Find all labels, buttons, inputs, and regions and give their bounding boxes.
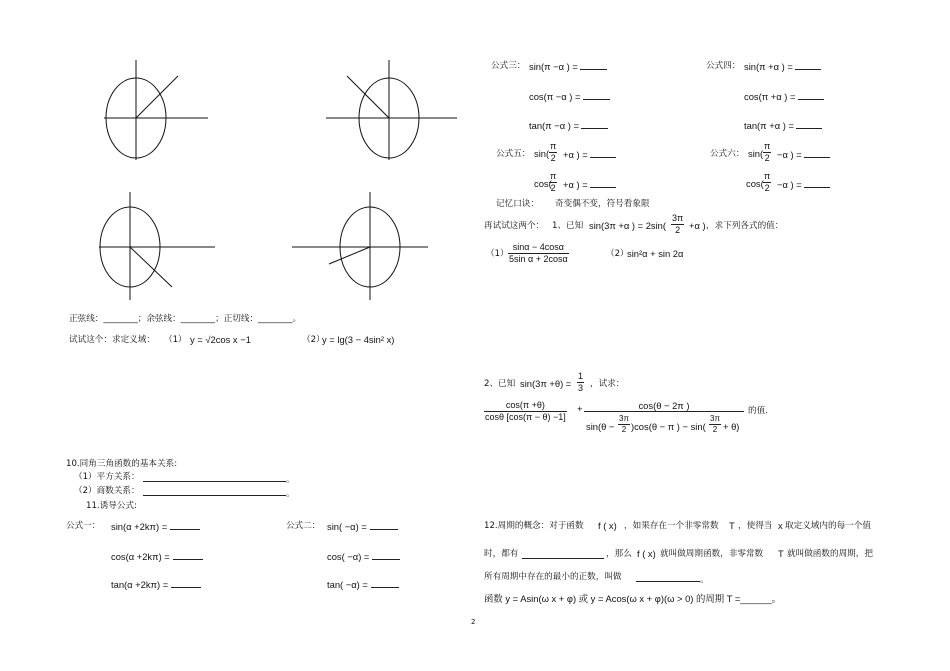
domain-q1-number: （1） (164, 335, 187, 345)
formula-2-tan-blank (371, 578, 399, 588)
formula-2-label: 公式二： (286, 521, 321, 531)
square-relation-label: （1）平方关系： (74, 472, 140, 482)
section-12-fx: f ( x) (598, 520, 617, 531)
formula-5-cos-rest: +α ) = (563, 179, 588, 190)
formula-6-sin-fn: sin( (748, 148, 764, 159)
exercise-2-ask: ，试求： (590, 379, 625, 389)
formula-6-sin-fraction (763, 141, 771, 164)
fraction-numerator: cos(π +θ) (484, 400, 567, 412)
formula-3-tan-blank (581, 119, 608, 129)
fraction-denominator: 2 (621, 425, 627, 434)
formula-1-sin-blank (170, 520, 200, 530)
section-12-equation-blank (522, 549, 604, 559)
fraction-numerator: 1 (578, 371, 584, 381)
fraction-numerator: sinα − 4cosα (508, 242, 569, 254)
formula-5-sin-rest: +α ) = (563, 149, 588, 160)
formula-4-cos-blank (798, 90, 824, 100)
fraction-denominator: 5sin α + 2cosα (509, 254, 568, 264)
formula-5-sin-fn: sin( (534, 148, 550, 159)
formula-6-cos-rest: −α ) = (777, 179, 802, 190)
fraction-denominator: 2 (764, 183, 770, 193)
exercise-1-q2-number: （2） (606, 249, 629, 259)
formula-6-sin-rest: −α ) = (777, 149, 802, 160)
exercise-1-q2-expression: sin²α + sin 2α (627, 248, 684, 259)
formula-1-label: 公式一： (66, 521, 101, 531)
fraction-denominator: 2 (550, 183, 556, 193)
section-12-line-1a: 12.周期的概念：对于函数 (484, 521, 584, 531)
section-12-line-1d: 取定义域内的每一个值 (785, 521, 871, 531)
exercise-1-given: 1、已知 (552, 221, 584, 231)
exercise-2-term-2-denominator-a: sin(θ − (586, 421, 615, 432)
formula-5-cos-fn: cos( (534, 178, 552, 189)
formula-2-sin-blank (370, 520, 398, 530)
fraction-numerator: π (550, 141, 557, 151)
mnemonic-label: 记忆口诀： (496, 199, 539, 209)
section-12-x: x (778, 520, 783, 531)
formula-3-cos-blank (583, 90, 610, 100)
formula-1-tan: tan(α +2kπ) = (111, 579, 169, 590)
section-12-min-period-blank (636, 572, 700, 582)
fraction-denominator: 2 (550, 153, 556, 163)
plus-sign: + (577, 403, 583, 414)
section-12-line-1c: ，使得当 (738, 521, 773, 531)
exercise-1-q1-fraction (508, 242, 569, 265)
fraction-numerator: 3π (619, 414, 629, 423)
exercise-2-term-2-denominator-b: )cos(θ − π ) − sin( (631, 421, 706, 432)
formula-4-tan: tan(π +α ) = (744, 120, 794, 131)
exercise-2-tail: 的值. (748, 406, 768, 416)
domain-q2-expression: y = lg(3 − 4sin² x) (322, 334, 395, 345)
trig-lines-question: 正弦线：________；余弦线：________；正切线：________。 (69, 314, 302, 324)
exercise-1-ask: ，求下列各式的值： (706, 221, 784, 231)
formula-2-cos: cos( −α) = (327, 551, 370, 562)
unit-circle-diagram-q1 (104, 60, 214, 165)
quotient-relation-label: （2）商数关系： (74, 486, 140, 496)
formula-3-sin-blank (580, 60, 607, 70)
formula-2-cos-blank (372, 550, 400, 560)
formula-4-sin: sin(π +α ) = (744, 61, 793, 72)
formula-5-sin-fraction (549, 141, 557, 164)
section-12-line-4: 函数 y = Asin(ω x + φ) 或 y = Acos(ω x + φ)(ω > 0) 的周期 T =______。 (484, 593, 782, 604)
formula-2-tan: tan( −α) = (327, 579, 368, 590)
formula-4-cos: cos(π +α ) = (744, 91, 796, 102)
section-12-T: T (729, 520, 735, 531)
formula-5-sin-blank (590, 148, 616, 158)
fraction-numerator: 3π (672, 213, 684, 223)
exercise-2-equation: sin(3π +θ) = (520, 378, 572, 389)
formula-6-sin-blank (804, 148, 830, 158)
section-12-line-2a: 时，都有 (484, 549, 519, 559)
fraction-denominator: 2 (675, 225, 681, 235)
exercise-1-q1-number: （1） (486, 249, 509, 259)
domain-q2-number: （2） (302, 335, 325, 345)
section-12-fx-2: f ( x) (637, 548, 656, 559)
exercise-2-fraction (577, 371, 584, 394)
fraction-numerator: 3π (710, 414, 720, 423)
fraction-numerator: π (764, 141, 771, 151)
formula-6-cos-blank (804, 178, 830, 188)
quotient-relation-blank (143, 486, 286, 496)
section-12-line-2c: 就叫做周期函数，非零常数 (660, 549, 764, 559)
exercise-1-equation-end: +α ) (689, 220, 706, 231)
fraction-numerator: π (764, 171, 771, 181)
formula-5-cos-blank (590, 178, 616, 188)
exercise-1-equation: sin(3π +α ) = 2sin( (589, 220, 667, 231)
square-relation-period: 。 (286, 475, 295, 485)
unit-circle-diagram-q4 (99, 192, 219, 302)
formula-6-cos-fn: cos( (746, 178, 764, 189)
formula-3-sin: sin(π −α ) = (529, 61, 578, 72)
formula-5-cos-fraction (549, 171, 557, 194)
formula-2-sin: sin( −α) = (327, 521, 367, 532)
quotient-relation-period: 。 (286, 489, 295, 499)
formula-6-label: 公式六： (710, 149, 745, 159)
section-12-line-2b: ，那么 (606, 549, 632, 559)
square-relation-blank (143, 472, 286, 482)
section-12-line-3: 所有周期中存在的最小的正数，叫做 (484, 572, 622, 582)
formula-1-sin: sin(α +2kπ) = (111, 521, 168, 532)
exercise-2-given: 2、已知 (484, 379, 516, 389)
section-11-title: 11.诱导公式: (86, 501, 137, 511)
section-12-line-2d: 就叫做函数的周期，把 (787, 549, 873, 559)
fraction-numerator: π (550, 171, 557, 181)
section-12-line-3-end: 。 (700, 575, 709, 585)
domain-q1-expression: y = √2cos x −1 (190, 334, 251, 345)
domain-intro: 试试这个：求定义域： (69, 335, 155, 345)
exercise-2-term-1 (484, 400, 567, 423)
exercise-1-fraction (671, 213, 684, 236)
exercise-intro: 再试试这两个： (484, 221, 545, 231)
section-10-title: 10.同角三角函数的基本关系: (66, 459, 178, 469)
formula-6-cos-fraction (763, 171, 771, 194)
formula-3-tan: tan(π −α ) = (529, 120, 579, 131)
section-12-line-1b: ，如果存在一个非零常数 (624, 521, 719, 531)
mnemonic-text: 奇变偶不变，符号看象限 (555, 199, 650, 209)
fraction-denominator: 2 (764, 153, 770, 163)
formula-4-tan-blank (796, 119, 822, 129)
exercise-2-term-2-numerator: cos(θ − 2π ) (584, 400, 744, 412)
unit-circle-diagram-q3 (292, 192, 432, 302)
section-12-T-2: T (778, 548, 784, 559)
exercise-2-inner-fraction-2 (709, 414, 721, 435)
formula-1-cos-blank (173, 550, 203, 560)
exercise-2-inner-fraction-1 (618, 414, 630, 435)
fraction-denominator: 3 (578, 383, 584, 393)
exercise-2-term-2-denominator-c: + θ) (723, 421, 740, 432)
page-number: 2 (471, 618, 476, 626)
formula-1-cos: cos(α +2kπ) = (111, 551, 170, 562)
fraction-denominator: cosθ [cos(π − θ) −1] (485, 412, 566, 422)
formula-4-label: 公式四： (706, 61, 741, 71)
formula-4-sin-blank (795, 60, 821, 70)
fraction-denominator: 2 (712, 425, 718, 434)
formula-3-cos: cos(π −α ) = (529, 91, 581, 102)
unit-circle-diagram-q2 (321, 60, 461, 165)
formula-5-label: 公式五： (496, 149, 531, 159)
formula-1-tan-blank (171, 578, 201, 588)
formula-3-label: 公式三： (491, 61, 526, 71)
